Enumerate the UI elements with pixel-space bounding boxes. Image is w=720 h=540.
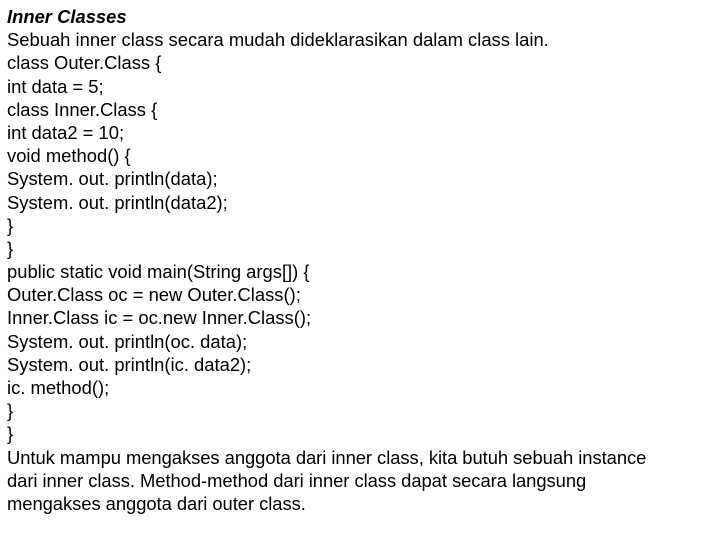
code-line: class Outer.Class { [7,52,162,74]
code-line: ic. method(); [7,377,110,398]
closing-line: mengakses anggota dari outer class. [7,492,306,514]
code-line: } [7,214,14,236]
code-line: } [7,423,14,445]
code-line: System. out. println(ic. data2); [7,353,252,375]
closing-line: Untuk mampu mengakses anggota dari inner class, kita butuh sebuah instance [7,446,647,468]
code-line: public static void main(String args[]) { [7,261,310,283]
code-line: int data2 = 10; [7,121,125,143]
slide-content [7,5,715,515]
code-line: void method() { [7,145,131,167]
code-block [7,51,715,445]
code-line: Inner.Class ic = oc.new Inner.Class(); [7,307,312,329]
code-line: } [7,237,14,259]
code-line: System. out. println(data2); [7,191,228,213]
code-line: class Inner.Class { [7,98,158,120]
code-line: int data = 5; [7,75,104,97]
slide-title: Inner Classes [7,6,127,27]
intro-text: Sebuah inner class secara mudah dideklarasikan dalam class lain. [7,29,549,51]
code-line: Outer.Class oc = new Outer.Class(); [7,284,301,306]
code-line: } [7,400,14,422]
closing-paragraph [7,446,715,516]
code-line: System. out. println(data); [7,168,218,190]
closing-line: dari inner class. Method-method dari inner class dapat secara langsung [7,469,587,491]
code-line: System. out. println(oc. data); [7,330,248,352]
